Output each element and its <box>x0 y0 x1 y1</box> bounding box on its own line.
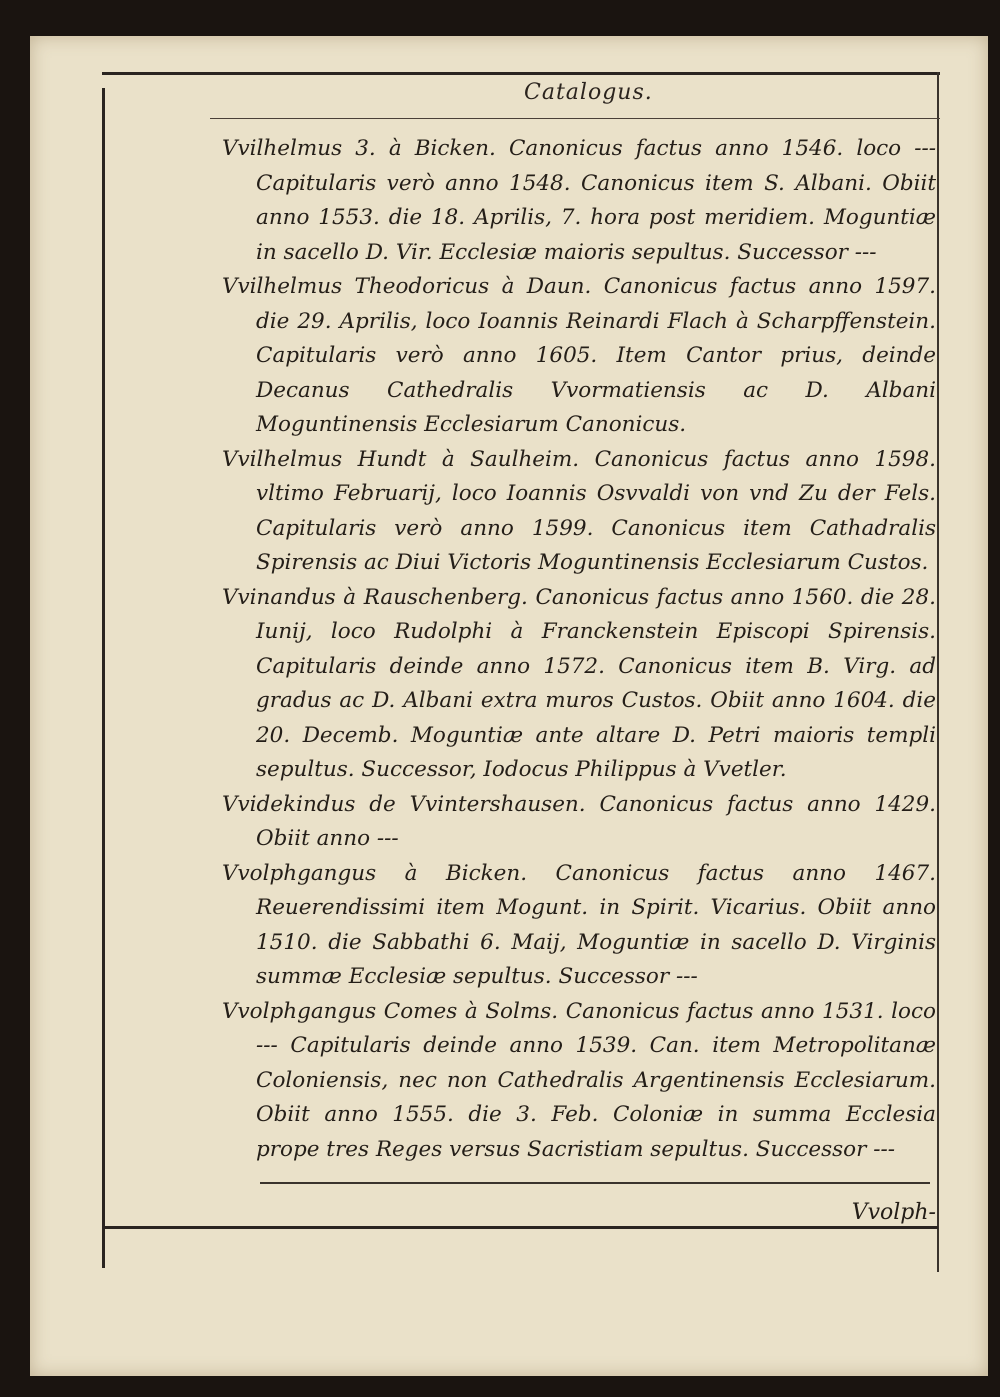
header-rule <box>210 118 940 119</box>
running-head: Catalogus. <box>524 80 653 105</box>
frame-rule-top <box>102 72 940 75</box>
entry-vvilhelmus-hundt: Vvilhelmus Hundt à Saulheim. Canonicus factus anno 1598. vltimo Februarij, loco Ioannis Osvvaldi von vnd Zu der Fels. Capitularis verò anno 1599. Canonicus item Cathadralis Spirensis ac Diui Victoris Moguntinensis Ecclesiarum Custos. <box>222 446 936 575</box>
catchword: Vvolph- <box>851 1200 936 1225</box>
frame-rule-left <box>102 88 105 1268</box>
catalog-entries <box>222 132 936 1167</box>
frame-rule-right <box>937 72 939 1272</box>
catchword-rule <box>260 1182 930 1184</box>
entry-vvinandus-rauschenberg: Vvinandus à Rauschenberg. Canonicus factus anno 1560. die 28. Iunij, loco Rudolphi à Franckenstein Episcopi Spirensis. Capitularis deinde anno 1572. Canonicus item B. Virg. ad gradus ac D. Albani extra muros Custos. Obiit anno 1604. die 20. Decemb. Moguntiæ ante altare D. Petri maioris templi sepultus. Successor, Iodocus Philippus à Vvetler. <box>222 584 936 782</box>
frame-rule-bottom <box>102 1226 938 1229</box>
entry-vvolphgangus-bicken: Vvolphgangus à Bicken. Canonicus factus anno 1467. Reuerendissimi item Mogunt. in Spirit. Vicarius. Obiit anno 1510. die Sabbathi 6. Maij, Moguntiæ in sacello D. Virginis summæ Ecclesiæ sepultus. Successor --- <box>222 860 936 989</box>
entry-vvolphgangus-solms: Vvolphgangus Comes à Solms. Canonicus factus anno 1531. loco --- Capitularis deinde anno 1539. Can. item Metropolitanæ Coloniensis, nec non Cathedralis Argentinensis Ecclesiarum. Obiit anno 1555. die 3. Feb. Coloniæ in summa Ecclesia prope tres Reges versus Sacristiam sepultus. Successor --- <box>222 998 936 1162</box>
entry-vvidekindus-vvintershausen: Vvidekindus de Vvintershausen. Canonicus factus anno 1429. Obiit anno --- <box>222 791 936 851</box>
entry-vvilhelmus-theodoricus: Vvilhelmus Theodoricus à Daun. Canonicus factus anno 1597. die 29. Aprilis, loco Ioannis Reinardi Flach à Scharpffenstein. Capitularis verò anno 1605. Item Cantor prius, deinde Decanus Cathedralis Vvormatiensis ac D. Albani Moguntinensis Ecclesiarum Canonicus. <box>222 274 936 437</box>
entry-vvilhelmus-bicken: Vvilhelmus 3. à Bicken. Canonicus factus anno 1546. loco --- Capitularis verò anno 1548. Canonicus item S. Albani. Obiit anno 1553. die 18. Aprilis, 7. hora post meridiem. Moguntiæ in sacello D. Vir. Ecclesiæ maioris sepultus. Successor --- <box>222 136 936 265</box>
